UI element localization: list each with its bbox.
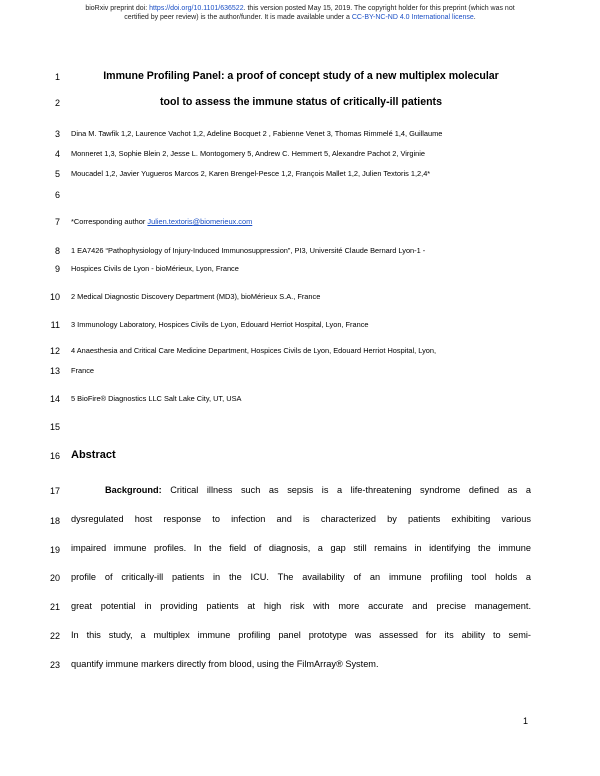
abstract-heading: Abstract	[71, 449, 116, 461]
line-number: 5	[54, 169, 60, 179]
line-number: 22	[49, 631, 60, 641]
authors-line-3: Moucadel 1,2, Javier Yugueros Marcos 2, Karen Brengel-Pesce 1,2, François Mallet 1,2, Julien Textoris 1,2,4*	[71, 169, 431, 178]
line-number: 8	[54, 246, 60, 256]
affiliation-3: 3 Immunology Laboratory, Hospices Civils de Lyon, Edouard Herriot Hospital, Lyon, France	[71, 320, 369, 329]
affiliation-1-line-2: Hospices Civils de Lyon - bioMérieux, Lyon, France	[71, 264, 239, 273]
authors-line-1: Dina M. Tawfik 1,2, Laurence Vachot 1,2, Adeline Bocquet 2 , Fabienne Venet 3, Thomas Rimmelé 1,4, Guillaume	[71, 129, 443, 138]
abstract-line-22: In this study, a multiplex immune profiling panel prototype was assessed for its ability to semi-	[71, 630, 531, 640]
line-number: 18	[49, 516, 60, 526]
corresponding-email-link[interactable]: Julien.textoris@biomerieux.com	[147, 217, 253, 226]
line-number: 4	[54, 149, 60, 159]
corresponding-label: *Corresponding author	[71, 217, 148, 226]
line-number: 14	[49, 394, 60, 404]
abstract-line-23: quantify immune markers directly from blood, using the FilmArray® System.	[71, 659, 379, 669]
abstract-text: Critical illness such as sepsis is a life-threatening syndrome defined as a	[161, 485, 531, 495]
page-number: 1	[522, 716, 528, 726]
header-line-2	[60, 13, 540, 22]
line-number: 3	[54, 129, 60, 139]
header-line2-end: .	[473, 14, 476, 21]
line-number: 7	[54, 217, 60, 227]
line-number: 10	[49, 292, 60, 302]
paper-title-line-1: Immune Profiling Panel: a proof of concept study of a new multiplex molecular	[103, 70, 499, 82]
line-number: 15	[49, 422, 60, 432]
abstract-line-20: profile of critically-ill patients in the ICU. The availability of an immune profiling tool holds a	[71, 572, 531, 582]
abstract-line-17	[71, 485, 531, 495]
line-number: 13	[49, 366, 60, 376]
line-number: 19	[49, 545, 60, 555]
line-number: 2	[54, 98, 60, 108]
line-number: 1	[54, 72, 60, 82]
abstract-line-21: great potential in providing patients at high risk with more accurate and precise management.	[71, 601, 531, 611]
line-number: 11	[50, 320, 60, 330]
line-number: 12	[49, 346, 60, 356]
abstract-line-18: dysregulated host response to infection and is characterized by patients exhibiting various	[71, 514, 531, 524]
background-label: Background:	[105, 485, 162, 495]
authors-line-2: Monneret 1,3, Sophie Blein 2, Jesse L. Montogomery 5, Andrew C. Hemmert 5, Alexandre Pachot 2, Virginie	[71, 149, 425, 158]
abstract-line-19: impaired immune profiles. In the field of diagnosis, a gap still remains in identifying the immune	[71, 543, 531, 553]
line-number: 21	[49, 602, 60, 612]
affiliation-4-line-2: France	[71, 366, 95, 375]
line-number: 17	[49, 486, 60, 496]
affiliation-4-line-1: 4 Anaesthesia and Critical Care Medicine Department, Hospices Civils de Lyon, Edouard Herriot Hospital, Lyon,	[71, 346, 437, 355]
affiliation-5: 5 BioFire® Diagnostics LLC Salt Lake City, UT, USA	[71, 394, 242, 403]
corresponding-author	[71, 217, 531, 227]
line-number: 20	[49, 573, 60, 583]
header-doi-label: bioRxiv preprint doi:	[85, 5, 150, 12]
license-link[interactable]: CC-BY-NC-ND 4.0 International license	[351, 14, 474, 21]
affiliation-1-line-1: 1 EA7426 “Pathophysiology of Injury-Induced Immunosuppression”, PI3, Université Claude Bernard Lyon-1 -	[71, 246, 426, 255]
line-number: 23	[49, 660, 60, 670]
line-number: 6	[54, 190, 60, 200]
header-line2-text: certified by peer review) is the author/funder. It is made available under a	[124, 14, 352, 21]
doi-link[interactable]: https://doi.org/10.1101/636522	[149, 5, 244, 12]
paper-title-line-2: tool to assess the immune status of critically-ill patients	[160, 96, 442, 108]
line-number: 16	[49, 451, 60, 461]
header-posted-text: . this version posted May 15, 2019. The copyright holder for this preprint (which was not	[243, 5, 515, 12]
line-number: 9	[54, 264, 60, 274]
preprint-header	[60, 4, 540, 22]
header-line-1	[60, 4, 540, 13]
affiliation-2: 2 Medical Diagnostic Discovery Department (MD3), bioMérieux S.A., France	[71, 292, 321, 301]
